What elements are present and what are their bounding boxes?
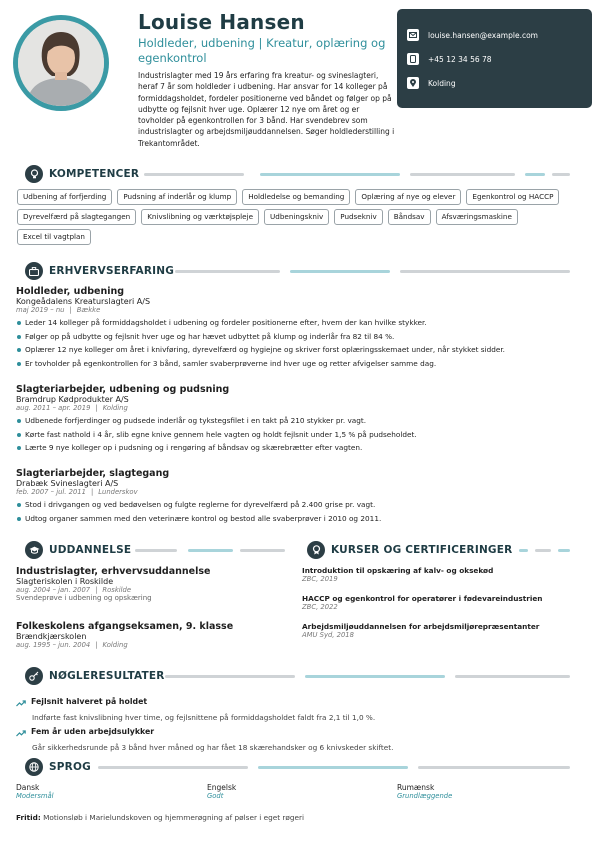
job-bullet: Udtog organer sammen med den veterinære kontrol og bestod alle svaberprøver i 2010 og 2011. [16,512,581,526]
education-section-header [25,541,131,559]
school-name: Brændkjærskolen [16,632,87,641]
divider [535,549,551,552]
skills-tag-list [17,189,577,245]
experience-heading: ERHVERVSERFARING [49,265,175,277]
degree-title: Folkeskolens afgangseksamen, 9. klasse [16,621,234,632]
divider [135,549,177,552]
experience-section-header [25,262,174,280]
divider [519,549,528,552]
education-entry [16,621,286,649]
job-title: Slagteriarbejder, slagtegang [16,468,170,479]
courses-section-header [307,541,512,559]
education-heading: UDDANNELSE [49,544,132,556]
skill-tag: Afsværingsmaskine [436,209,518,225]
language-name: Engelsk [207,783,237,792]
hobbies-line [16,813,304,822]
job-title: Holdleder, udbening [16,286,125,297]
phone-icon [407,53,419,65]
divider [552,173,570,176]
language-name: Dansk [16,783,40,792]
education-meta: aug. 1995 – jun. 2004 | Kolding [16,641,128,649]
divider [400,270,570,273]
skill-tag: Udbeningskniv [264,209,329,225]
job-meta: feb. 2007 – jul. 2011 | Lunderskov [16,488,138,496]
hobbies-text: Motionsløb i Marielundskoven og hjemmerøgning af pølser i eget røgeri [43,813,305,822]
trending-up-icon [16,692,26,711]
education-description: Svendeprøve i udbening og opskæring [16,594,152,602]
language-level: Grundlæggende [397,792,453,800]
key-icon [25,667,43,685]
degree-title: Industrislagter, erhvervsuddannelse [16,566,211,577]
achievement-description: Går sikkerhedsrunde på 3 bånd hver måned og har fået 18 skærehandsker og 6 knivskeder skiftet. [32,743,394,752]
divider [258,766,408,769]
course-meta: ZBC, 2022 [302,603,338,611]
job-location: Kolding [102,404,128,412]
achievement-title: Fejlsnit halveret på holdet [31,697,148,706]
job-meta: maj 2019 – nu | Bække [16,306,101,314]
contact-location: Kolding [428,78,456,88]
achievement-entry [16,692,581,722]
language-entry [397,783,452,800]
job-company: Kongeådalens Kreaturslagteri A/S [16,297,151,306]
achievements-section-header [25,667,165,685]
certificate-icon [307,541,325,559]
language-level: Godt [207,792,224,800]
contact-phone[interactable]: +45 12 34 56 78 [428,54,492,64]
divider [240,549,285,552]
divider [175,270,280,273]
skill-tag: Pudsning af inderlår og klump [117,189,237,205]
job-location: Lunderskov [98,488,138,496]
job-bullet: Udbenede forfjerdinger og pudsede inderlår og tykstegsfilet i en takt på 210 stykker pr. vagt. [16,414,581,428]
location-pin-icon [407,77,419,89]
job-bullet: Er tovholder på egenkontrollen for 3 bånd, samler svaberprøverne ind hver uge og retter afvigelser samme dag. [16,357,581,371]
language-name: Rumænsk [397,783,435,792]
trending-up-icon [16,722,26,741]
headline-title: Holdleder, udbening | Kreatur, oplæring og egenkontrol [138,36,386,65]
divider [410,173,515,176]
course-title: Introduktion til opskæring af kalv- og oksekød [302,566,494,575]
globe-icon [25,758,43,776]
languages-heading: SPROG [49,761,91,773]
achievement-description: Indførte fast knivslibning hver time, og fejlsnittene på formiddagsholdet faldt fra 2,1 til 1,0 %. [32,713,376,722]
job-bullet: Følger op på udbytte og fejlsnit hver uge og har hævet udbyttet på klump og inderlår fra 82 til 84 %. [16,330,581,344]
contact-email-row[interactable] [407,29,538,41]
contact-location-row [407,77,456,89]
skill-tag: Pudsekniv [334,209,382,225]
course-title: HACCP og egenkontrol for operatører i fødevareindustrien [302,594,543,603]
contact-panel [397,9,592,108]
skills-heading: KOMPETENCER [49,168,140,180]
course-entry [302,594,587,611]
email-icon [407,29,419,41]
education-dates: aug. 1995 – jun. 2004 [16,641,91,649]
education-meta: aug. 2004 – jan. 2007 | Roskilde [16,586,132,594]
languages-section-header [25,758,91,776]
course-meta: ZBC, 2019 [302,575,338,583]
education-location: Roskilde [102,586,132,594]
achievement-entry [16,722,581,752]
job-bullets [16,498,581,525]
job-company: Drabæk Svineslagteri A/S [16,479,119,488]
job-bullet: Kørte fast nathold i 4 år, slib egne knive gennem hele vagten og holdt fejlsnit under 1,5 % på pudseholdet. [16,428,581,442]
avatar [18,20,104,106]
divider [260,173,400,176]
school-name: Slagteriskolen i Roskilde [16,577,114,586]
skill-tag: Udbening af forfjerding [17,189,112,205]
course-entry [302,566,587,583]
divider [98,766,248,769]
skills-section-header [25,165,139,183]
divider [455,675,570,678]
job-company: Bramdrup Kødprodukter A/S [16,395,129,404]
contact-email[interactable]: louise.hansen@example.com [428,30,538,40]
skill-tag: Oplæring af nye og elever [355,189,461,205]
job-entry [16,286,581,370]
divider [558,549,570,552]
course-entry [302,622,587,639]
job-bullets [16,414,581,455]
skill-tag: Egenkontrol og HACCP [466,189,559,205]
language-entry [207,783,236,800]
contact-phone-row[interactable] [407,53,492,65]
job-dates: feb. 2007 – jul. 2011 [16,488,86,496]
lightbulb-icon [25,165,43,183]
courses-heading: KURSER OG CERTIFICERINGER [331,544,513,556]
education-entry [16,566,286,602]
divider [290,270,390,273]
job-location: Bække [76,306,101,314]
job-dates: maj 2019 – nu [16,306,65,314]
education-location: Kolding [102,641,128,649]
skill-tag: Knivslibning og værktøjspleje [141,209,259,225]
profile-summary: Industrislagter med 19 års erfaring fra kreatur- og svineslagteri, heraf 7 år som holdleder i udbening. Har ansvar for 14 kolleger på formiddagsholdet, fordeler positionerne ved båndet og følger op på udbytte og fejlsnit hver uge. Oplærer 12 nye om året og er tovholder på egenkontrollen for 3 bånd. Har svendebrev som industrislagter og arbejdsmiljøuddannelsen. Søger holdlederstilling i Trekantområdet. [138,71,395,148]
job-meta: aug. 2011 – apr. 2019 | Kolding [16,404,128,412]
divider [418,766,570,769]
briefcase-icon [25,262,43,280]
job-bullet: Lærte 9 nye kolleger op i pudsning og i rengøring af båndsav og skærebrætter efter vagten. [16,441,581,455]
hobbies-label: Fritid: [16,813,41,822]
skill-tag: Holdledelse og bemanding [242,189,350,205]
skill-tag: Dyrevelfærd på slagtegangen [17,209,136,225]
job-bullets [16,316,581,370]
course-title: Arbejdsmiljøuddannelsen for arbejdsmiljørepræsentanter [302,622,540,631]
course-meta: AMU Syd, 2018 [302,631,354,639]
graduation-cap-icon [25,541,43,559]
achievements-heading: NØGLERESULTATER [49,670,165,682]
job-title: Slagteriarbejder, udbening og pudsning [16,384,230,395]
divider [144,173,244,176]
divider [305,675,445,678]
job-dates: aug. 2011 – apr. 2019 [16,404,91,412]
job-bullet: Stod i drivgangen og ved bedøvelsen og fulgte reglerne for dyrevelfærd på 2.400 grise pr. vagt. [16,498,581,512]
language-level: Modersmål [16,792,54,800]
job-entry [16,468,581,525]
achievement-title: Fem år uden arbejdsulykker [31,727,155,736]
job-bullet: Leder 14 kolleger på formiddagsholdet i udbening og fordeler positionerne efter, hvem der kan hvilke stykker. [16,316,581,330]
job-entry [16,384,581,455]
candidate-name: Louise Hansen [138,10,305,34]
language-entry [16,783,54,800]
job-bullet: Oplærer 12 nye kolleger om året i knivføring, dyrevelfærd og hygiejne og skriver forst oplæringsskemaet under, når stykket sidder. [16,343,581,357]
divider [165,675,295,678]
education-dates: aug. 2004 – jan. 2007 [16,586,91,594]
divider [188,549,233,552]
skill-tag: Excel til vagtplan [17,229,91,245]
skill-tag: Båndsav [388,209,431,225]
divider [525,173,545,176]
